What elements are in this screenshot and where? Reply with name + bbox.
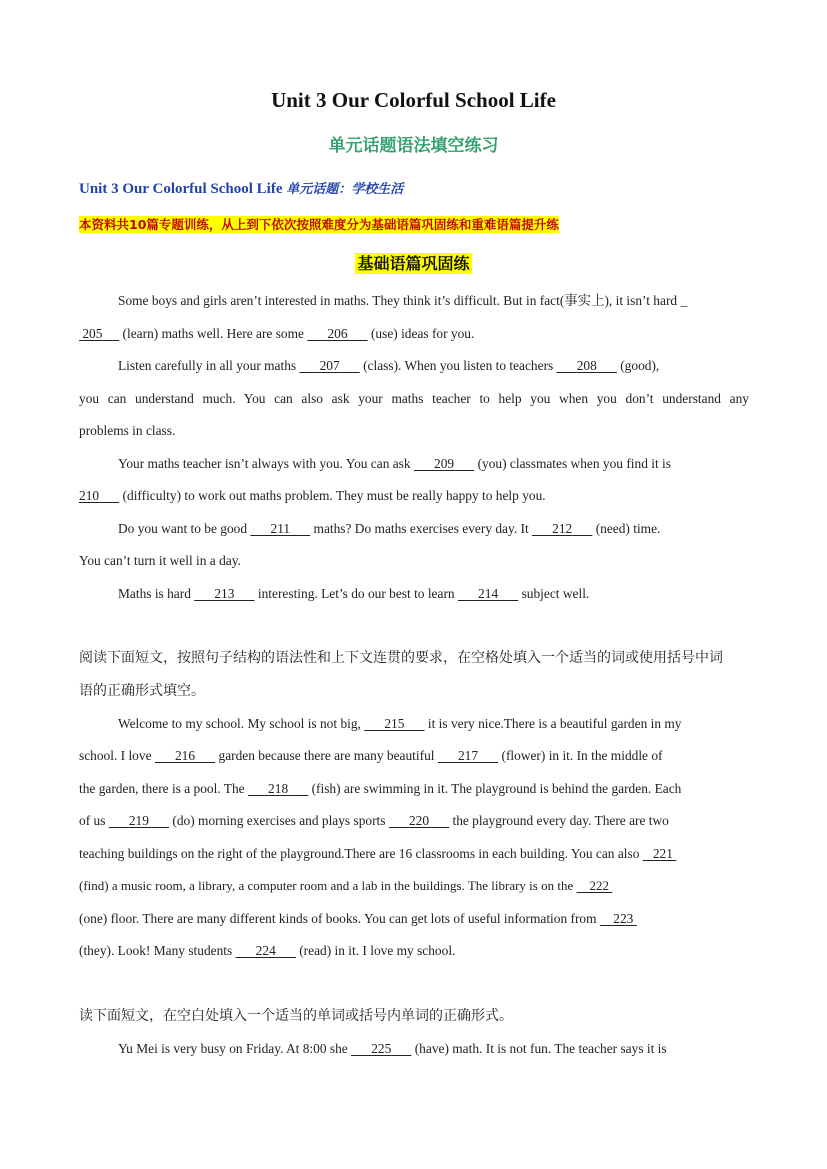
line-text: Listen carefully in all your maths [118, 358, 300, 373]
blank-207 [299, 358, 359, 373]
line-text: (flower) in it. In the middle of [498, 748, 663, 763]
line-text: Your maths teacher isn’t always with you. You can ask [118, 456, 414, 471]
passage1-line: You can’t turn it well in a day. [79, 553, 241, 568]
passage2-line [79, 812, 749, 830]
blank-number: 217 [457, 748, 479, 763]
passage1-line [79, 325, 749, 343]
blank-223 [600, 911, 637, 926]
blank-number: 210 [79, 488, 100, 503]
blank-number: 216 [174, 748, 196, 763]
line-text: interesting. Let’s do our best to learn [254, 586, 458, 601]
passage1-line [118, 585, 749, 603]
blank-number: 222 [589, 878, 609, 893]
passage2-line [118, 715, 749, 733]
line-text: Yu Mei is very busy on Friday. At 8:00 she [118, 1041, 352, 1056]
passage1-line: problems in class. [79, 423, 176, 438]
blank-number: 224 [255, 943, 276, 958]
blank-number: 225 [371, 1041, 392, 1056]
unit-topic-en: Unit 3 Our Colorful School Life [79, 181, 287, 197]
blank-208 [557, 358, 617, 373]
blank-209 [414, 456, 474, 471]
blank-206 [307, 326, 367, 341]
blank-214 [458, 586, 518, 601]
blank-number: 219 [128, 813, 149, 828]
line-text: (learn) maths well. Here are some [119, 326, 308, 341]
passage2-line [79, 877, 749, 895]
line-text: Maths is hard [118, 586, 195, 601]
line-text: (class). When you listen to teachers [359, 358, 557, 373]
passage2-instruction: 阅读下面短文，按照句子结构的语法性和上下文连贯的要求，在空格处填入一个适当的词或使用括号中词 [79, 650, 723, 666]
blank-212 [532, 521, 592, 536]
document-title: Unit 3 Our Colorful School Life [271, 88, 556, 112]
line-text: (have) math. It is not fun. The teacher says it is [411, 1041, 667, 1056]
passage2-line [79, 942, 749, 960]
blank-number: 220 [408, 813, 430, 828]
passage1-line: you can understand much. You can also ask your maths teacher to help you when you don’t understand any [79, 391, 749, 406]
line-text: (you) classmates when you find it is [474, 456, 671, 471]
passage2-instruction: 语的正确形式填空。 [79, 683, 205, 699]
highlight-note [79, 215, 749, 236]
blank-number: 215 [384, 716, 405, 731]
blank-number: 205 [82, 326, 103, 341]
blank-222 [577, 878, 613, 893]
unit-topic [79, 178, 403, 198]
passage2-line [79, 910, 749, 928]
blank-number: 209 [434, 456, 455, 471]
passage1-line [118, 357, 749, 375]
passage1-line [118, 292, 749, 310]
blank-number: 218 [268, 781, 289, 796]
line-text: it is very nice.There is a beautiful garden in my [424, 716, 682, 731]
blank-number: 212 [552, 521, 573, 536]
passage2-line [79, 747, 749, 765]
line-text: (they). Look! Many students [79, 943, 236, 958]
passage2-line [79, 780, 749, 798]
line-text: of us [79, 813, 109, 828]
line-text: Welcome to my school. My school is not big, [118, 716, 365, 731]
blank-217 [438, 748, 498, 763]
line-text: (one) floor. There are many different kinds of books. You can get lots of useful information from [79, 911, 600, 926]
highlight-note-text: 本资料共10篇专题训练，从上到下依次按照难度分为基础语篇巩固练和重难语篇提升练 [79, 217, 559, 232]
passage1-line [118, 520, 749, 538]
line-text: Do you want to be good [118, 521, 251, 536]
blank-number: 214 [478, 586, 499, 601]
line-text: (difficulty) to work out maths problem. They must be really happy to help you. [119, 488, 546, 503]
line-text: garden because there are many beautiful [215, 748, 438, 763]
blank-205 [79, 326, 119, 341]
passage1-line [79, 487, 749, 505]
blank-210 [79, 488, 119, 503]
section-heading-text: 基础语篇巩固练 [357, 254, 470, 273]
blank-number: 223 [613, 911, 634, 926]
blank-216 [155, 748, 215, 763]
line-text: maths? Do maths exercises every day. It [310, 521, 533, 536]
line-text: (fish) are swimming in it. The playground is behind the garden. Each [308, 781, 682, 796]
blank-number: 206 [327, 326, 348, 341]
section-heading [0, 251, 827, 274]
line-text: Some boys and girls aren’t interested in maths. They think it’s difficult. But in fact(事实上), it isn’t hard _ [118, 293, 688, 308]
blank-221 [643, 846, 677, 861]
line-text: the garden, there is a pool. The [79, 781, 248, 796]
blank-number: 211 [270, 521, 291, 536]
blank-number: 213 [214, 586, 235, 601]
blank-211 [250, 521, 310, 536]
blank-213 [194, 586, 254, 601]
blank-number: 207 [319, 358, 340, 373]
passage3-line [118, 1040, 749, 1058]
passage2-line [79, 845, 749, 863]
passage1-line [118, 455, 749, 473]
blank-225 [351, 1041, 411, 1056]
blank-224 [236, 943, 296, 958]
line-text: (good), [616, 358, 660, 373]
passage3-instruction: 读下面短文，在空白处填入一个适当的单词或括号内单词的正确形式。 [79, 1008, 513, 1024]
line-text: (read) in it. I love my school. [295, 943, 456, 958]
line-text: (do) morning exercises and plays sports [169, 813, 389, 828]
blank-number: 208 [576, 358, 597, 373]
line-text: (need) time. [592, 521, 661, 536]
unit-topic-cn: 单元话题：学校生活 [286, 182, 404, 197]
blank-215 [364, 716, 424, 731]
blank-number: 221 [652, 846, 673, 861]
blank-219 [109, 813, 169, 828]
line-text: subject well. [518, 586, 590, 601]
line-text: school. I love [79, 748, 155, 763]
blank-220 [389, 813, 449, 828]
document-subtitle: 单元话题语法填空练习 [328, 136, 499, 156]
blank-218 [248, 781, 308, 796]
line-text: (use) ideas for you. [367, 326, 475, 341]
line-text: the playground every day. There are two [449, 813, 669, 828]
line-text: teaching buildings on the right of the playground.There are 16 classrooms in each building. You can also [79, 846, 643, 861]
line-text: (find) a music room, a library, a computer room and a lab in the buildings. The library is on the [79, 878, 577, 893]
